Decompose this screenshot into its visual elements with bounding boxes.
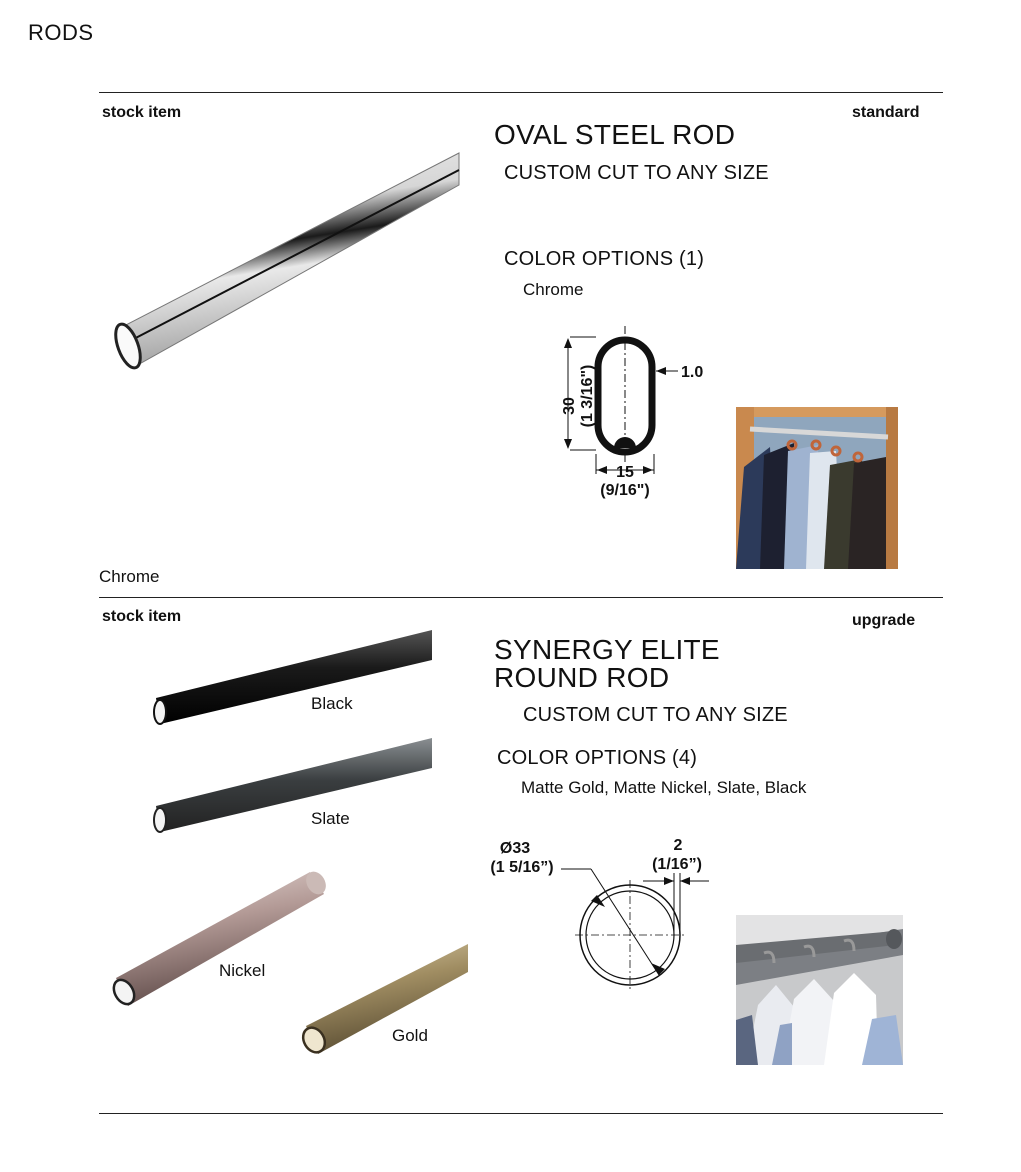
diagram-height-label: 30 (561, 397, 578, 415)
product-title-line: ROUND ROD (494, 662, 670, 693)
diagram-width-label: 15 (616, 464, 634, 481)
stock-item-label: stock item (102, 608, 182, 625)
rod-label-slate: Slate (311, 809, 350, 828)
closet-shirts-photo (736, 407, 898, 569)
color-options-heading: COLOR OPTIONS (1) (504, 248, 705, 270)
gold-rod-image (300, 942, 470, 1060)
diagram-diameter-label: Ø33 (499, 840, 531, 857)
tier-label: upgrade (852, 612, 916, 629)
page-title: RODS (28, 20, 94, 45)
chrome-oval-rod-image (112, 145, 462, 375)
product-subtitle: CUSTOM CUT TO ANY SIZE (504, 162, 769, 184)
diagram-wall-label: 2 (673, 837, 683, 854)
color-options-list: Matte Gold, Matte Nickel, Slate, Black (521, 778, 807, 797)
product-title (494, 121, 735, 149)
image-caption: Chrome (99, 567, 160, 586)
diagram-wall-label: 1.0 (681, 364, 704, 381)
black-rod-image (150, 628, 435, 728)
oval-rod-cross-section-diagram (552, 322, 722, 507)
diagram-height-inch-label: (1 3/16") (579, 364, 596, 428)
slate-rod-image (150, 736, 435, 836)
tier-label: standard (852, 104, 920, 121)
rod-hangers-photo (736, 915, 903, 1065)
rod-label-gold: Gold (392, 1026, 428, 1045)
divider-middle (99, 597, 943, 598)
divider-top (99, 92, 943, 93)
rod-label-black: Black (311, 694, 353, 713)
diagram-width-inch-label: (9/16") (600, 482, 650, 499)
color-options-list: Chrome (523, 280, 584, 299)
stock-item-label: stock item (102, 104, 182, 121)
color-options-heading: COLOR OPTIONS (4) (497, 747, 698, 769)
product-subtitle: CUSTOM CUT TO ANY SIZE (523, 704, 788, 726)
product-title-line: SYNERGY ELITE (494, 634, 720, 665)
rod-label-nickel: Nickel (219, 961, 266, 980)
product-title-line: OVAL STEEL ROD (494, 119, 736, 150)
round-rod-cross-section-diagram (485, 835, 715, 995)
diagram-diameter-inch-label: (1 5/16”) (490, 859, 554, 876)
diagram-wall-inch-label: (1/16”) (652, 856, 702, 873)
divider-bottom (99, 1113, 943, 1114)
nickel-rod-image (110, 868, 330, 1013)
product-title (494, 636, 720, 692)
